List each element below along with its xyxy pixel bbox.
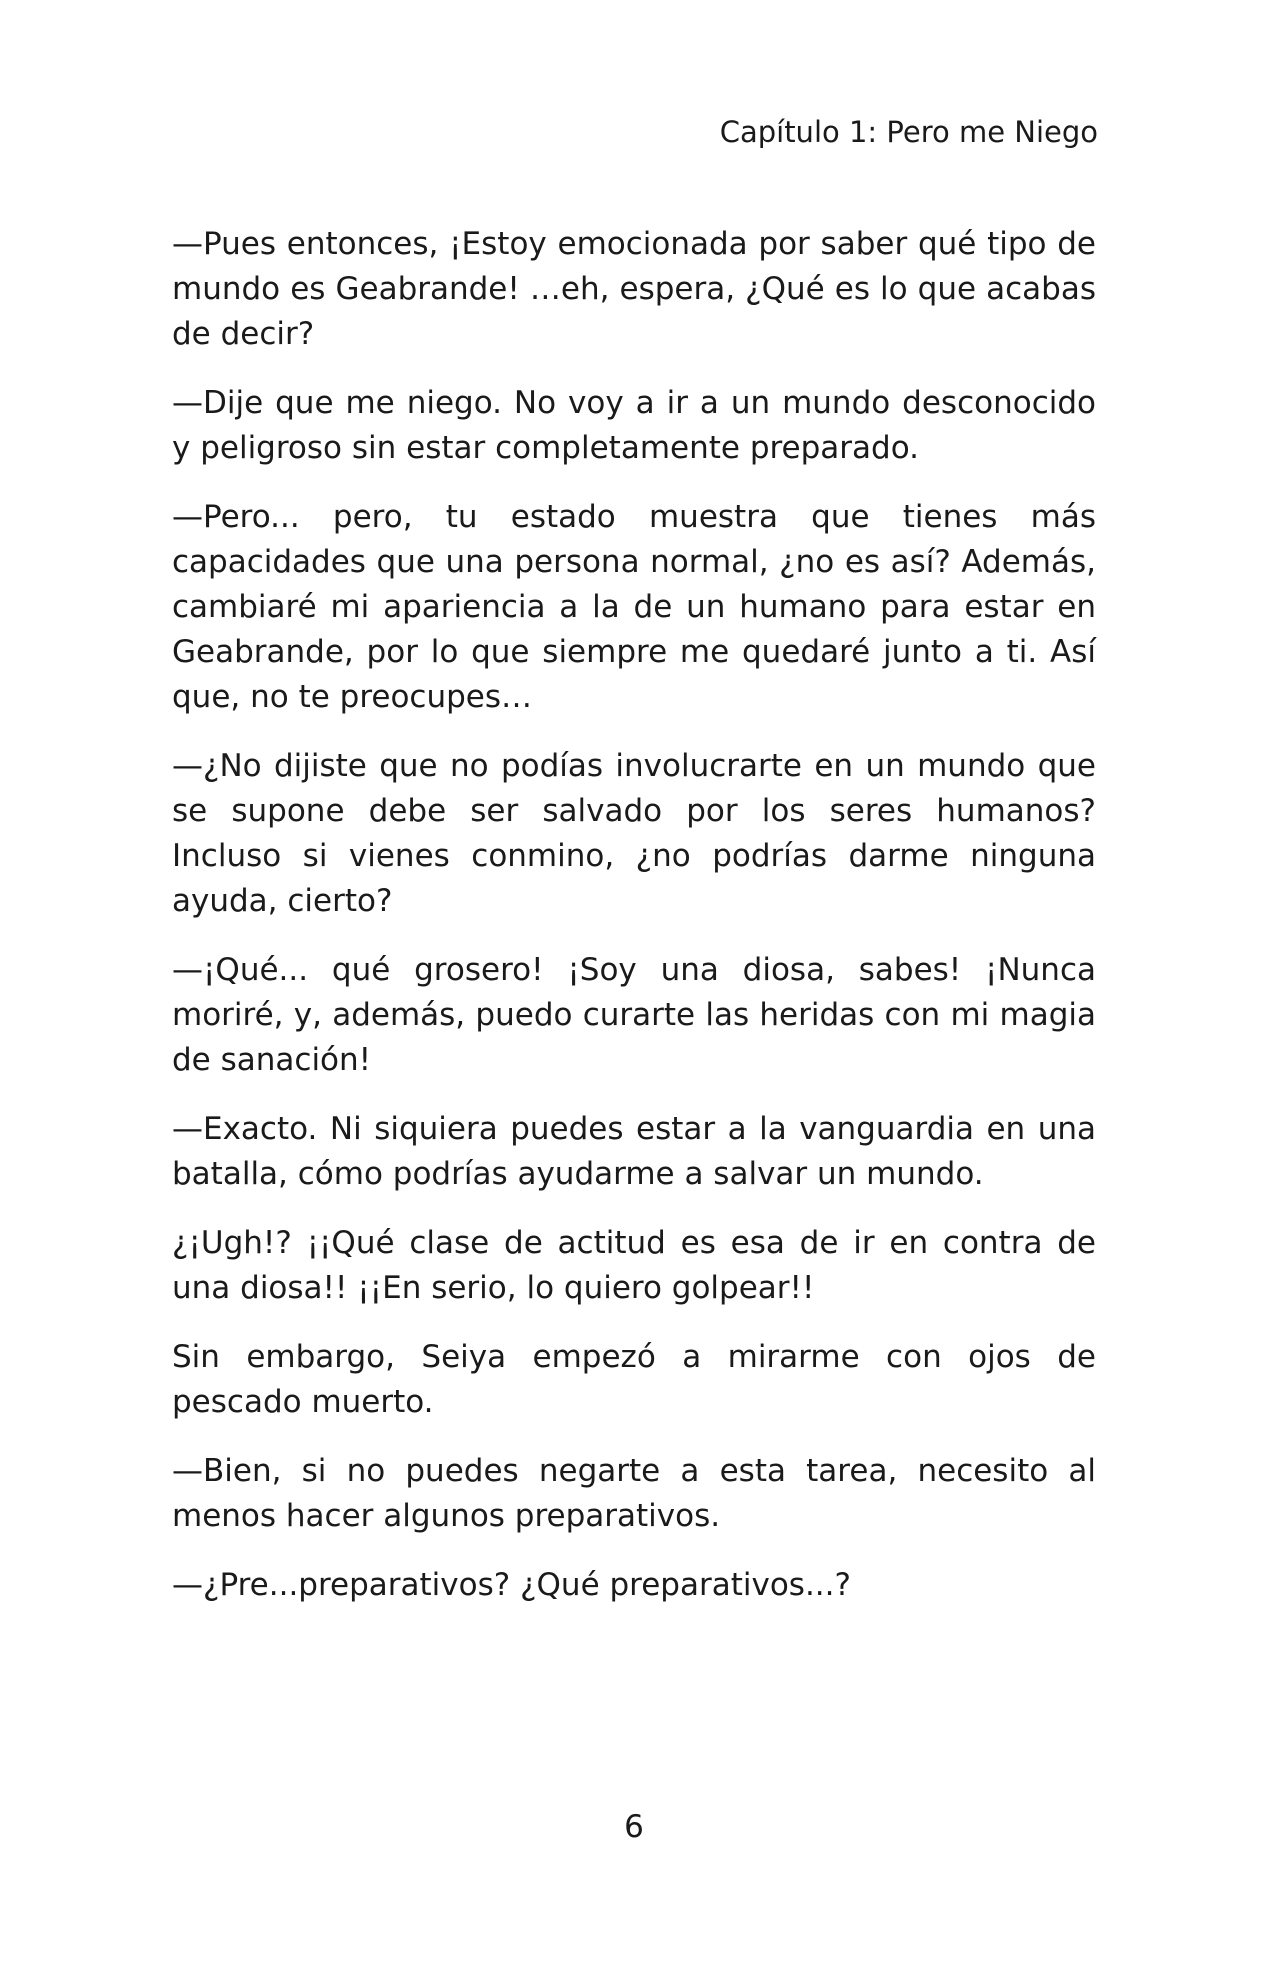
chapter-header: Capítulo 1: Pero me Niego: [719, 115, 1098, 149]
paragraph: —¿No dijiste que no podías involucrarte en un mundo que se supone debe ser salvado por los seres humanos? Incluso si vienes conmino, ¿no podrías darme ninguna ayuda, cierto?: [172, 748, 1096, 919]
paragraph: —Pues entonces, ¡Estoy emocionada por saber qué tipo de mundo es Geabrande! …eh, espera, ¿Qué es lo que acabas de decir?: [172, 226, 1096, 352]
paragraph: —¡Qué... qué grosero! ¡Soy una diosa, sabes! ¡Nunca moriré, y, además, puedo curarte las heridas con mi magia de sanación!: [172, 952, 1096, 1078]
paragraph: —Dije que me niego. No voy a ir a un mundo desconocido y peligroso sin estar completamente preparado.: [172, 385, 1096, 466]
page-number: 6: [624, 1809, 644, 1845]
paragraph: —Exacto. Ni siquiera puedes estar a la vanguardia en una batalla, cómo podrías ayudarme a salvar un mundo.: [172, 1111, 1096, 1192]
paragraph: —Pero... pero, tu estado muestra que tienes más capacidades que una persona normal, ¿no es así? Además, cambiaré mi apariencia a la de un humano para estar en Geabrande, por lo que siempre me quedaré junto a ti. Así que, no te preocupes…: [172, 499, 1096, 715]
paragraph: Sin embargo, Seiya empezó a mirarme con ojos de pescado muerto.: [172, 1339, 1096, 1420]
paragraph: —¿Pre...preparativos? ¿Qué preparativos...?: [172, 1567, 851, 1603]
body-text: [172, 222, 1096, 1632]
paragraph: —Bien, si no puedes negarte a esta tarea, necesito al menos hacer algunos preparativos.: [172, 1453, 1096, 1534]
paragraph: ¿¡Ugh!? ¡¡Qué clase de actitud es esa de ir en contra de una diosa!! ¡¡En serio, lo quiero golpear!!: [172, 1225, 1096, 1306]
